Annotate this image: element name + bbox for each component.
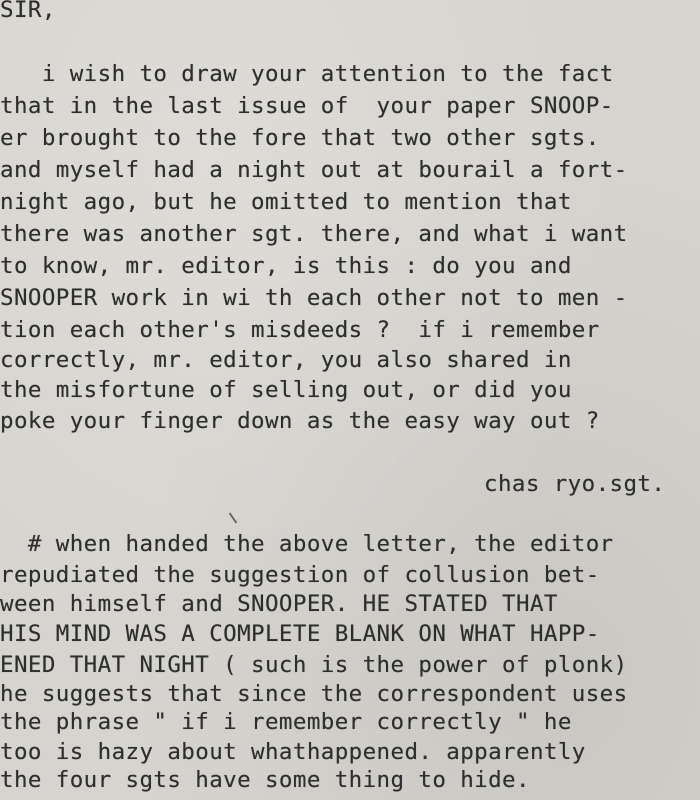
editor-note-line: the four sgts have some thing to hide. xyxy=(0,767,530,793)
editor-note-line: the phrase " if i remember correctly " he xyxy=(0,709,572,735)
letter-line: er brought to the fore that two other sgts. xyxy=(0,125,600,151)
stray-mark xyxy=(229,513,238,524)
editor-note-line: he suggests that since the correspondent uses xyxy=(0,681,628,707)
salutation: SIR, xyxy=(0,0,56,23)
letter-line: night ago, but he omitted to mention that xyxy=(0,189,572,215)
editor-note-line: ween himself and SNOOPER. HE STATED THAT xyxy=(0,591,558,617)
letter-line: there was another sgt. there, and what i want xyxy=(0,221,628,247)
letter-line: that in the last issue of your paper SNOOP- xyxy=(0,93,614,119)
letter-line: and myself had a night out at bourail a fort- xyxy=(0,157,628,183)
editor-note-line: HIS MIND WAS A COMPLETE BLANK ON WHAT HAPP- xyxy=(0,621,600,647)
letter-line: i wish to draw your attention to the fact xyxy=(0,61,614,87)
editor-note-line: ENED THAT NIGHT ( such is the power of plonk) xyxy=(0,652,628,678)
letter-line: SNOOPER work in wi th each other not to men - xyxy=(0,285,628,311)
editor-note-line: too is hazy about whathappened. apparently xyxy=(0,739,586,765)
letter-line: poke your finger down as the easy way out ? xyxy=(0,408,600,434)
letter-line: the misfortune of selling out, or did you xyxy=(0,377,572,403)
signature: chas ryo.sgt. xyxy=(484,471,666,497)
letter-line: to know, mr. editor, is this : do you and xyxy=(0,253,572,279)
editor-note-line: # when handed the above letter, the editor xyxy=(0,531,614,557)
editor-note-line: repudiated the suggestion of collusion bet- xyxy=(0,562,600,588)
letter-line: tion each other's misdeeds ? if i remember xyxy=(0,317,600,343)
letter-line: correctly, mr. editor, you also shared in xyxy=(0,347,572,373)
